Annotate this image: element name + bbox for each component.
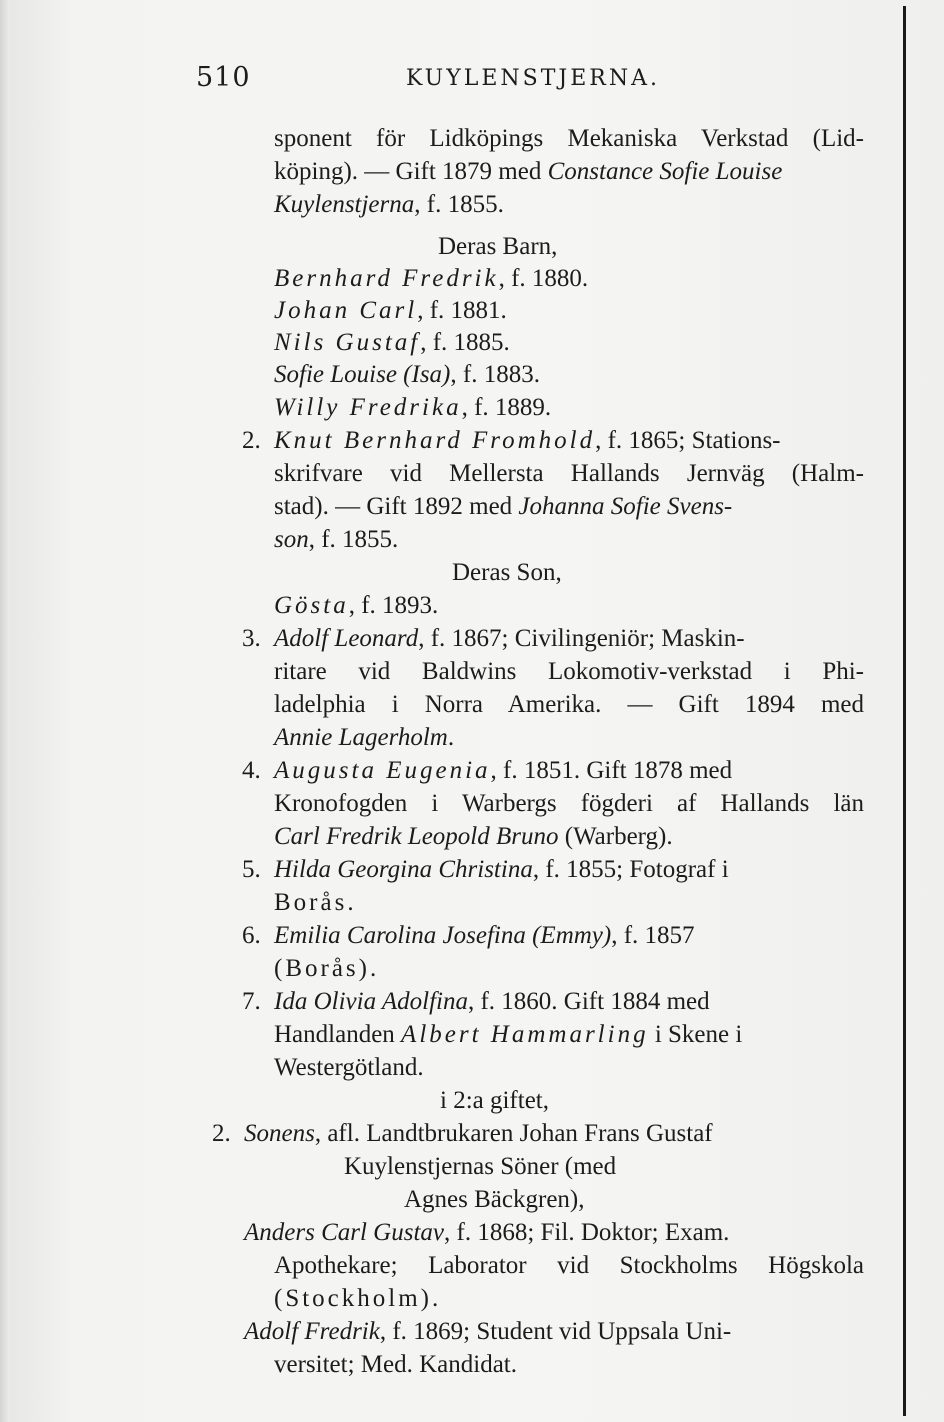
- text-line: Annie Lagerholm.: [274, 724, 455, 751]
- person-name: Adolf Fredrik: [244, 1318, 380, 1345]
- person-name: Nils Gustaf: [274, 329, 421, 356]
- text-line: Agnes Bäckgren),: [404, 1186, 585, 1213]
- text-line: Anders Carl Gustav, f. 1868; Fil. Doktor; Exam.: [244, 1219, 730, 1246]
- page-header: [196, 62, 856, 98]
- text-line: Gösta, f. 1893.: [274, 592, 439, 619]
- person-name: Johanna Sofie Svens-: [518, 493, 733, 520]
- person-name: Adolf Leonard: [274, 625, 419, 652]
- text-line: versitet; Med. Kandidat.: [274, 1351, 517, 1378]
- text-line: Bernhard Fredrik, f. 1880.: [274, 265, 589, 292]
- text-line: Johan Carl, f. 1881.: [274, 297, 507, 324]
- person-name: Carl Fredrik Leopold Bruno: [274, 823, 559, 850]
- text-line: son, f. 1855.: [274, 526, 399, 553]
- text-line: Apothekare; Laborator vid Stockholms Högskola: [274, 1252, 864, 1279]
- person-name: Knut Bernhard Fromhold: [274, 427, 596, 454]
- text-line: skrifvare vid Mellersta Hallands Jernväg (Halm-: [274, 460, 864, 487]
- person-name: Johan Carl: [274, 297, 418, 324]
- text-line: sponent för Lidköpings Mekaniska Verkstad (Lid-: [274, 125, 864, 152]
- text-line: Knut Bernhard Fromhold, f. 1865; Stations-: [274, 427, 781, 454]
- text-line: Nils Gustaf, f. 1885.: [274, 329, 510, 356]
- text-line: Adolf Fredrik, f. 1869; Student vid Uppsala Uni-: [244, 1318, 732, 1345]
- section-heading: Deras Son,: [452, 559, 562, 586]
- person-name: Albert Hammarling: [401, 1021, 649, 1048]
- person-name: Sofie Louise (Isa): [274, 361, 451, 388]
- text-line: Kuylenstjernas Söner (med: [344, 1153, 617, 1180]
- entry-number: 3.: [242, 625, 261, 652]
- entry-number: 2.: [212, 1120, 231, 1147]
- text-line: Kronofogden i Warbergs fögderi af Hallands län: [274, 790, 864, 817]
- entry-number: 2.: [242, 427, 261, 454]
- person-name: Hilda Georgina Christina: [274, 856, 533, 883]
- person-name: Bernhard Fredrik: [274, 265, 499, 292]
- entry-number: 6.: [242, 922, 261, 949]
- text-line: Willy Fredrika, f. 1889.: [274, 394, 552, 421]
- page-edge-shadow: [0, 0, 10, 1422]
- text-line: köping). — Gift 1879 med Constance Sofie Louise: [274, 158, 783, 185]
- person-name: Willy Fredrika: [274, 394, 462, 421]
- entry-number: 5.: [242, 856, 261, 883]
- text-line: ladelphia i Norra Amerika. — Gift 1894 med: [274, 691, 864, 718]
- text-line: (Borås).: [274, 955, 380, 982]
- text-line: Sonens, afl. Landtbrukaren Johan Frans Gustaf: [244, 1120, 713, 1147]
- text-line: (Stockholm).: [274, 1285, 442, 1312]
- person-name: Emilia Carolina Josefina (Emmy): [274, 922, 612, 949]
- text-line: stad). — Gift 1892 med Johanna Sofie Svens-: [274, 493, 733, 520]
- entry-number: 4.: [242, 757, 261, 784]
- text-line: Hilda Georgina Christina, f. 1855; Fotograf i: [274, 856, 729, 883]
- person-name: Annie Lagerholm: [274, 724, 448, 751]
- entry-number: 7.: [242, 988, 261, 1015]
- page-number: 510: [196, 62, 251, 93]
- running-head: KUYLENSTJERNA.: [406, 66, 660, 91]
- text-line: Ida Olivia Adolfina, f. 1860. Gift 1884 med: [274, 988, 710, 1015]
- text-line: ritare vid Baldwins Lokomotiv-verkstad i Phi-: [274, 658, 864, 685]
- text-line: Adolf Leonard, f. 1867; Civilingeniör; Maskin-: [274, 625, 745, 652]
- person-name: Anders Carl Gustav: [244, 1219, 444, 1246]
- person-name: Augusta Eugenia: [274, 757, 491, 784]
- margin-rule: [903, 6, 906, 1416]
- person-name: son: [274, 526, 309, 553]
- text-line: Borås.: [274, 889, 357, 916]
- person-name: Constance Sofie Louise: [547, 158, 783, 185]
- text-line: Emilia Carolina Josefina (Emmy), f. 1857: [274, 922, 695, 949]
- text-line: Carl Fredrik Leopold Bruno (Warberg).: [274, 823, 673, 850]
- section-heading: i 2:a giftet,: [440, 1087, 549, 1114]
- text-line: Westergötland.: [274, 1054, 424, 1081]
- section-heading: Deras Barn,: [438, 233, 558, 260]
- text-line: Sofie Louise (Isa), f. 1883.: [274, 361, 540, 388]
- person-name: Gösta: [274, 592, 349, 619]
- text-line: Kuylenstjerna, f. 1855.: [274, 191, 504, 218]
- person-name: Kuylenstjerna: [274, 191, 415, 218]
- text-line: Handlanden Albert Hammarling i Skene i: [274, 1021, 743, 1048]
- text-line: Augusta Eugenia, f. 1851. Gift 1878 med: [274, 757, 733, 784]
- person-name: Ida Olivia Adolfina: [274, 988, 468, 1015]
- person-name: Sonens: [244, 1120, 315, 1147]
